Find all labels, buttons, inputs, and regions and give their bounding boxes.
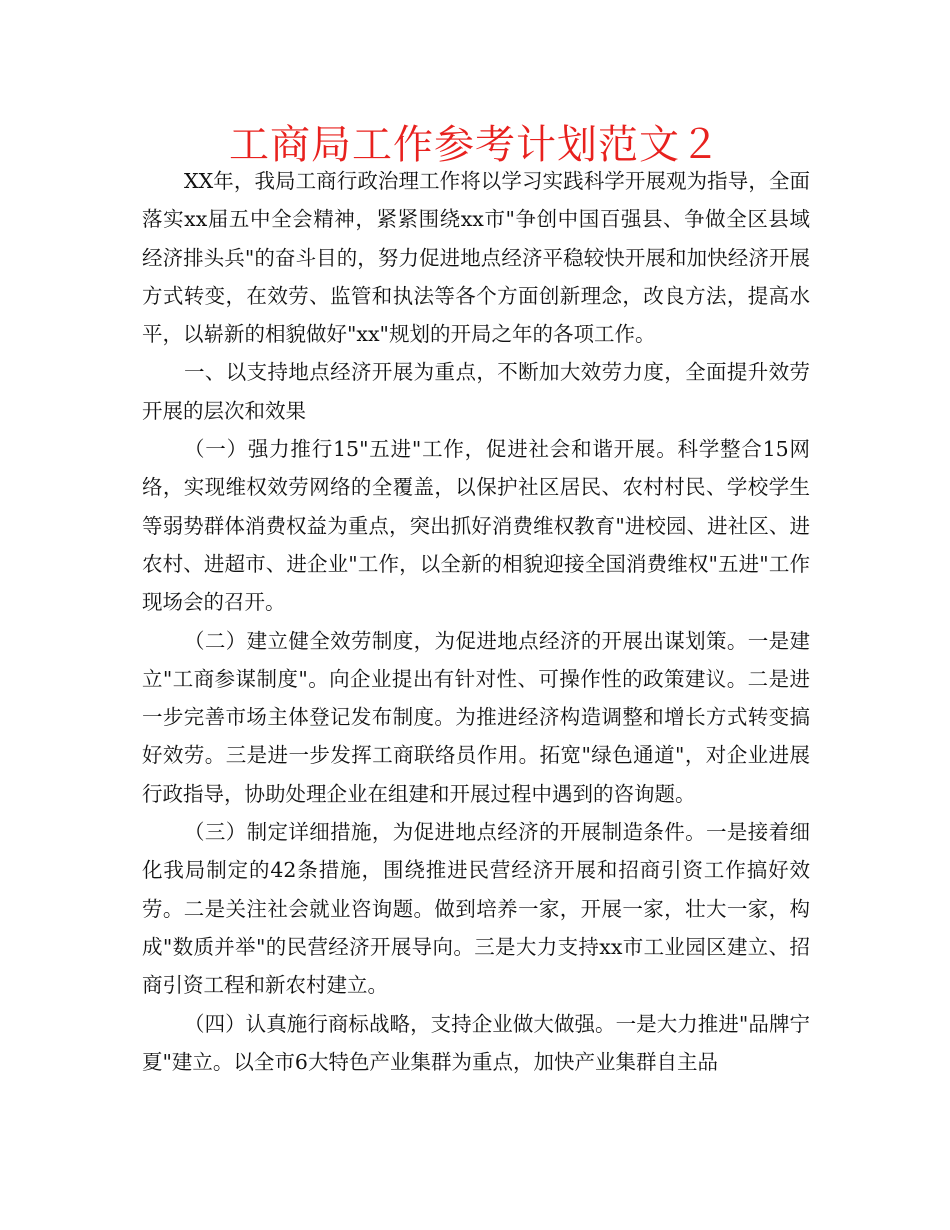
paragraph-item-1: （一）强力推行15"五进"工作，促进社会和谐开展。科学整合15网络，实现维权效劳网络的全覆盖，以保护社区居民、农村村民、学校学生等弱势群体消费权益为重点，突出抓好消费维权教育"进校园、进社区、进农村、进超市、进企业"工作，以全新的相貌迎接全国消费维权"五进"工作现场会的召开。 xyxy=(142,437,810,615)
paragraph-item-3: （三）制定详细措施，为促进地点经济的开展制造条件。一是接着细化我局制定的42条措施，围绕推进民营经济开展和招商引资工作搞好效劳。二是关注社会就业咨询题。做到培养一家，开展一家，壮大一家，构成"数质并举"的民营经济开展导向。三是大力支持xx市工业园区建立、招商引资工程和新农村建立。 xyxy=(142,820,810,998)
page-title: 工商局工作参考计划范文２ xyxy=(229,122,721,168)
paragraph-item-2: （二）建立健全效劳制度，为促进地点经济的开展出谋划策。一是建立"工商参谋制度"。向企业提出有针对性、可操作性的政策建议。二是进一步完善市场主体登记发布制度。为推进经济构造调整和增长方式转变搞好效劳。三是进一步发挥工商联络员作用。拓宽"绿色通道"，对企业进展行政指导，协助处理企业在组建和开展过程中遇到的咨询题。 xyxy=(142,628,810,806)
section-heading-1: 一、以支持地点经济开展为重点，不断加大效劳力度，全面提升效劳开展的层次和效果 xyxy=(142,360,810,423)
paragraph-intro: XX年，我局工商行政治理工作将以学习实践科学开展观为指导，全面落实xx届五中全会精神，紧紧围绕xx市"争创中国百强县、争做全区县域经济排头兵"的奋斗目的，努力促进地点经济平稳较快开展和加快经济开展方式转变，在效劳、监管和执法等各个方面创新理念，改良方法，提高水平，以崭新的相貌做好"xx"规划的开局之年的各项工作。 xyxy=(142,169,810,347)
document-body xyxy=(142,162,810,1081)
paragraph-item-4: （四）认真施行商标战略，支持企业做大做强。一是大力推进"品牌宁夏"建立。以全市6大特色产业集群为重点，加快产业集群自主品 xyxy=(142,1011,810,1074)
